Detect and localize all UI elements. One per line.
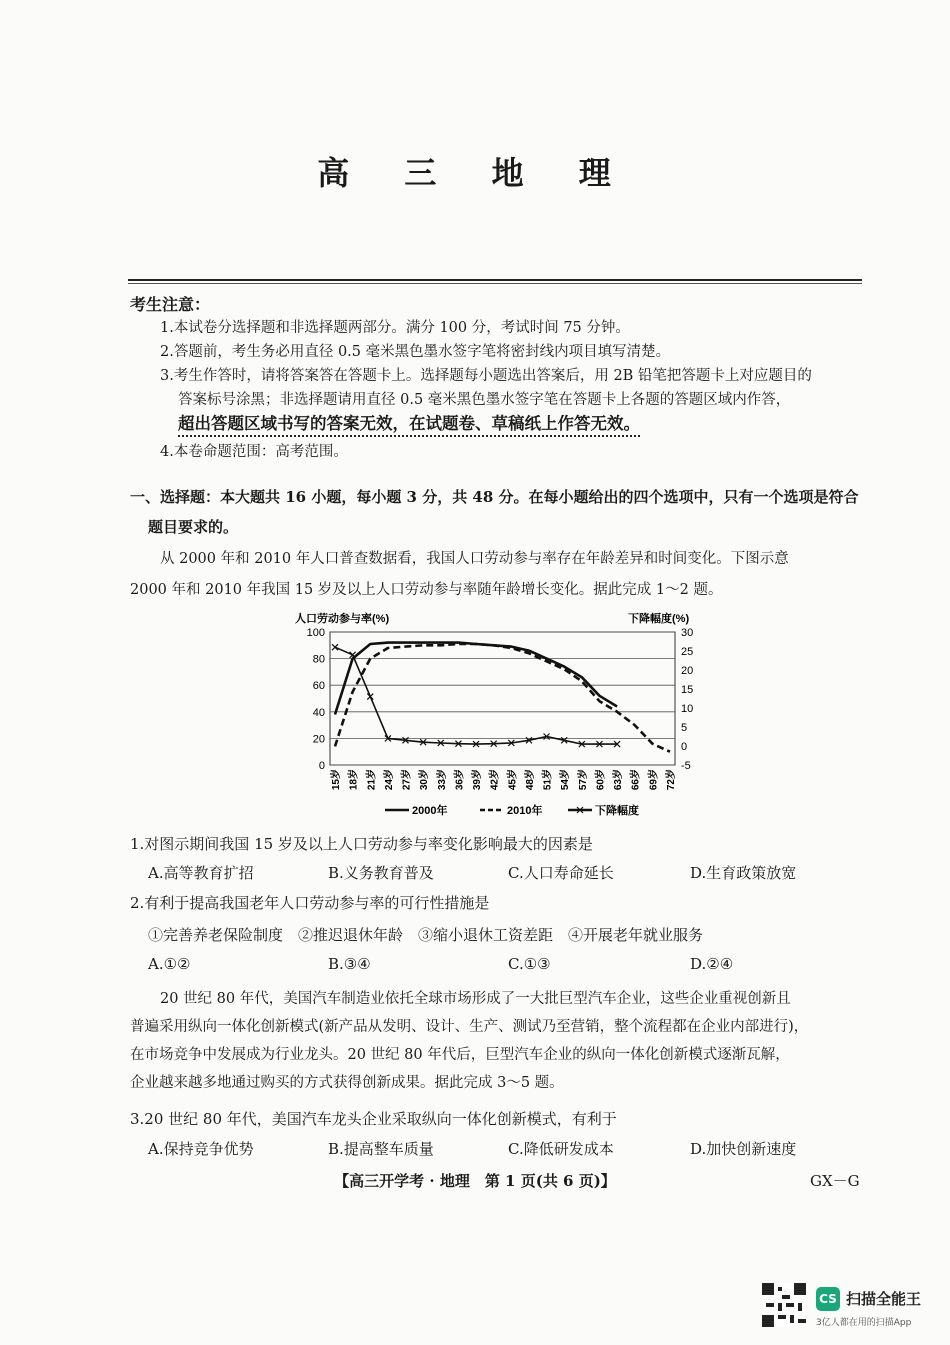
data-point-marker [332, 644, 338, 650]
q1-option-b: B.义务教育普及 [328, 864, 434, 882]
material-paragraph: 2000 年和 2010 年我国 15 岁及以上人口劳动参与率随年龄增长变化。据此完成 1～2 题。 [130, 582, 723, 598]
y-tick-right: 0 [681, 741, 688, 753]
camscanner-tagline: 3亿人都在用的扫描App [816, 1318, 912, 1328]
y-tick-right: 15 [681, 684, 694, 696]
plot-frame [330, 632, 675, 765]
legend-label: 2000年 [412, 805, 448, 817]
y-axis-left-label: 人口劳动参与率(%) [295, 613, 390, 625]
y-tick-right: 10 [681, 703, 694, 715]
y-tick-left: 0 [318, 760, 325, 772]
y-tick-right: 5 [681, 722, 688, 734]
q2-option-d: D.②④ [690, 955, 734, 973]
legend-label: 2010年 [507, 805, 543, 817]
q3-option-c: C.降低研发成本 [508, 1140, 614, 1158]
x-tick-label: 39岁 [472, 769, 484, 791]
x-tick-label: 36岁 [454, 769, 466, 791]
title-divider-thin [128, 283, 862, 284]
camscanner-logo-icon: CS [816, 1287, 840, 1311]
x-tick-label: 66岁 [630, 769, 642, 791]
x-tick-label: 57岁 [577, 769, 589, 791]
x-tick-label: 72岁 [666, 769, 677, 791]
x-tick-label: 15岁 [331, 769, 342, 791]
x-tick-label: 54岁 [560, 769, 572, 791]
q3-option-a: A.保持竞争优势 [148, 1140, 254, 1158]
qr-code-icon [762, 1283, 806, 1327]
y-tick-left: 80 [312, 653, 325, 666]
y-tick-left: 20 [312, 733, 325, 746]
x-tick-label: 69岁 [648, 769, 660, 791]
x-tick-label: 33岁 [436, 769, 448, 791]
y-tick-right: 25 [681, 646, 694, 658]
labor-participation-chart [290, 610, 720, 825]
notice-item: 4.本卷命题范围：高考范围。 [160, 444, 348, 460]
x-tick-label: 63岁 [613, 769, 625, 791]
notice-item-emphasis: 超出答题区域书写的答案无效，在试题卷、草稿纸上作答无效。 [178, 414, 640, 437]
q2-option-a: A.①② [148, 955, 191, 973]
y-tick-left: 40 [312, 706, 325, 719]
page-footer: 【高三开学考 · 地理 第 1 页(共 6 页)】 [334, 1172, 616, 1190]
section-heading: 一、选择题：本大题共 16 小题，每小题 3 分，共 48 分。在每小题给出的四个选项中，只有一个选项是符合 [130, 488, 859, 506]
x-tick-label: 42岁 [489, 769, 501, 791]
question-2-stem: 2.有利于提高我国老年人口劳动参与率的可行性措施是 [130, 894, 490, 912]
x-tick-label: 48岁 [524, 769, 536, 791]
material-paragraph: 在市场竞争中发展成为行业龙头。20 世纪 80 年代后，巨型汽车企业的纵向一体化创新模式逐渐瓦解， [130, 1047, 790, 1063]
y-tick-right: 30 [681, 627, 694, 639]
notice-item: 1.本试卷分选择题和非选择题两部分。满分 100 分，考试时间 75 分钟。 [160, 320, 630, 336]
q1-option-d: D.生育政策放宽 [690, 864, 797, 882]
q1-option-a: A.高等教育扩招 [148, 864, 254, 882]
notice-item: 3.考生作答时，请将答案答在答题卡上。选择题每小题选出答案后，用 2B 铅笔把答题卡上对应题目的 [160, 368, 812, 384]
material-paragraph: 从 2000 年和 2010 年人口普查数据看，我国人口劳动参与率存在年龄差异和时间变化。下图示意 [160, 551, 789, 567]
y-tick-left: 100 [306, 627, 325, 639]
q3-option-d: D.加快创新速度 [690, 1140, 797, 1158]
material-paragraph: 普遍采用纵向一体化创新模式(新产品从发明、设计、生产、测试乃至营销，整个流程都在企业内部进行)， [130, 1019, 809, 1035]
material-paragraph: 企业越来越多地通过购买的方式获得创新成果。据此完成 3～5 题。 [130, 1075, 564, 1091]
q2-option-b: B.③④ [328, 955, 371, 973]
q2-items: ①完善养老保险制度 ②推迟退休年龄 ③缩小退休工资差距 ④开展老年就业服务 [148, 926, 704, 944]
series-line-下降幅度 [335, 647, 617, 744]
x-tick-label: 60岁 [595, 769, 607, 791]
section-heading-cont: 题目要求的。 [148, 518, 239, 536]
q3-option-b: B.提高整车质量 [328, 1140, 434, 1158]
notice-item: 2.答题前，考生务必用直径 0.5 毫米黑色墨水签字笔将密封线内项目填写清楚。 [160, 344, 671, 360]
y-tick-left: 60 [312, 680, 325, 693]
material-paragraph: 20 世纪 80 年代，美国汽车制造业依托全球市场形成了一大批巨型汽车企业，这些企业重视创新且 [160, 991, 791, 1007]
x-tick-label: 51岁 [542, 769, 554, 791]
x-tick-label: 18岁 [348, 769, 360, 791]
x-tick-label: 24岁 [383, 769, 395, 791]
camscanner-name: 扫描全能王 [846, 1290, 922, 1308]
notice-heading: 考生注意： [130, 295, 211, 314]
notice-item: 答案标号涂黑；非选择题请用直径 0.5 毫米黑色墨水签字笔在答题卡上各题的答题区域内作答， [178, 392, 791, 408]
title-divider [128, 279, 862, 281]
question-1-stem: 1.对图示期间我国 15 岁及以上人口劳动参与率变化影响最大的因素是 [130, 835, 593, 853]
x-tick-label: 30岁 [419, 769, 431, 791]
y-tick-right: 20 [681, 665, 694, 677]
x-tick-label: 27岁 [401, 769, 413, 791]
y-axis-right-label: 下降幅度(%) [628, 613, 690, 625]
legend-label: 下降幅度 [595, 805, 639, 817]
q2-option-c: C.①③ [508, 955, 551, 973]
x-tick-label: 21岁 [366, 769, 378, 791]
x-tick-label: 45岁 [507, 769, 519, 791]
paper-code: GX－G [810, 1172, 860, 1190]
q1-option-c: C.人口寿命延长 [508, 864, 614, 882]
question-3-stem: 3.20 世纪 80 年代，美国汽车龙头企业采取纵向一体化创新模式，有利于 [130, 1110, 617, 1128]
y-tick-right: -5 [681, 760, 691, 772]
page-title: 高 三 地 理 [317, 154, 633, 192]
